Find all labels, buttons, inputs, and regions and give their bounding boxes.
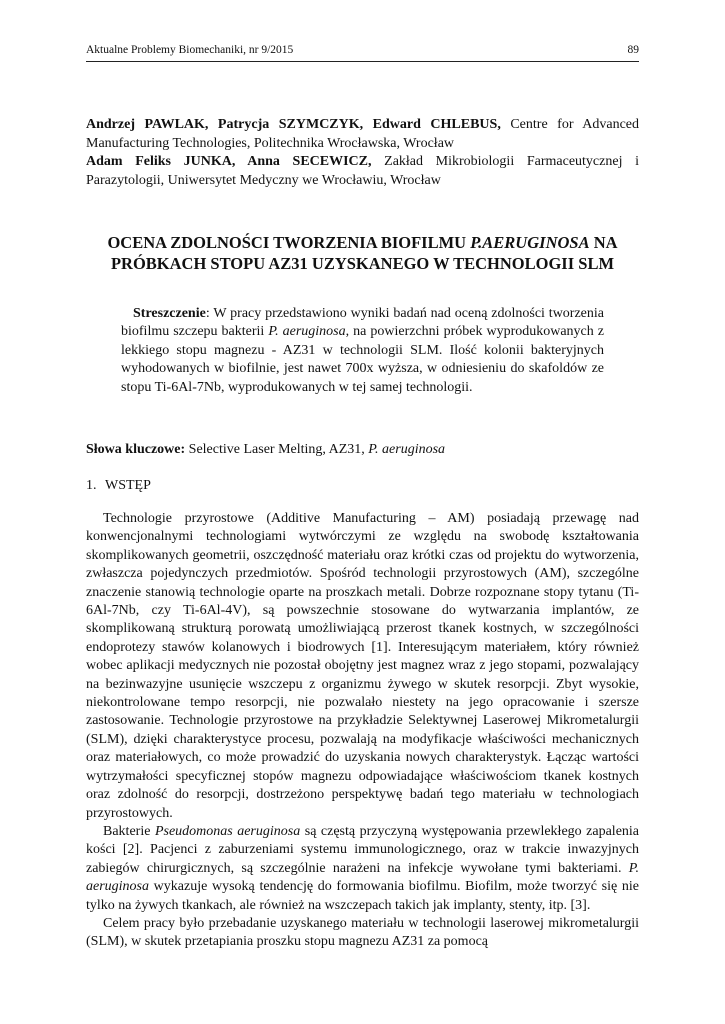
author-names-2: Adam Feliks JUNKA, Anna SECEWICZ, [86, 154, 372, 169]
paragraph-1: Technologie przyrostowe (Additive Manufacturing – AM) posiadają przewagę nad konwencjonalnymi technologiami wytwórczymi ze względu na swobodę kształtowania skomplikowanych geometrii, oszczędność materiału oraz krótki czas od projektu do wytworzenia, zwłaszcza pojedynczych przedmiotów. Spośród technologii przyrostowych (AM), szczególne znaczenie stanowią technologie oparte na proszkach metali. Dobrze rozpoznane stopy tytanu (Ti-6Al-7Nb, czy Ti-6Al-4V), są powszechnie stosowane do wytwarzania implantów, ze skomplikowaną strukturą porowatą umożliwiającą przerost tkanek kostnych, w szczególności endoprotezy stawów kolanowych i biodrowych [1]. Interesującym materiałem, który również wobec aplikacji medycznych nie pozostał obojętny jest magnez wraz z jego stopami, pozwalający na bezinwazyjne usunięcie wszczepu z organizmu żywego w skutek resorpcji. Zbyt wysokie, niekontrolowane tempo resorpcji, nie pozwalało niestety na jego opracowanie i szersze zastosowanie. Technologie przyrostowe na przykładzie Selektywnej Laserowej Mikrometalurgii (SLM), dzięki charakterystyce procesu, pozwalają na modyfikacje właściwości mechanicznych oraz materiałowych, co może prowadzić do uzyskania nowych charakterystyk. Łącząc wartości wytrzymałości specyficznej stopów magnezu odpowiadające właściwościom tkanek kostnych oraz zdolność do resorpcji, dostrzeżono perspektywę badań tego materiału w technologiach przyrostowych. [86, 511, 639, 821]
authors-block [86, 116, 639, 190]
paragraph-2 [86, 823, 639, 915]
affiliation-1: Centre for Advanced Manufacturing Technologies, Politechnika Wrocławska, Wrocław [86, 117, 639, 151]
paragraph-2-b: są częstą przyczyną występowania przewlekłego zapalenia kości [2]. Pacjenci z zaburzeniami systemu immunologicznego, oraz w trakcie inwazyjnych zabiegów chirurgicznych, są szczególnie narażeni na infekcje wywołane tymi bakteriami. [86, 823, 640, 876]
author-names-1: Andrzej PAWLAK, Patrycja SZYMCZYK, Edward CHLEBUS, [86, 117, 501, 132]
paragraph-2-a: Bakterie [103, 823, 155, 839]
keywords-species: P. aeruginosa [368, 442, 446, 457]
abstract [121, 305, 604, 397]
paragraph-2-species: Pseudomonas aeruginosa [154, 823, 301, 839]
title-part-2: NA PRÓBKACH STOPU AZ31 UZYSKANEGO W TECHNOLOGII SLM [110, 233, 618, 273]
paragraph-3: Celem pracy było przebadanie uzyskanego materiału w technologii laserowej mikrometalurgii (SLM), w skutek przetapiania proszku stopu magnezu AZ31 za pomocą [86, 915, 639, 950]
journal-name: Aktualne Problemy Biomechaniki, nr 9/2015 [86, 44, 294, 56]
keywords [86, 441, 639, 459]
header-divider [86, 61, 639, 62]
paragraph-2-c: wykazuje wysoką tendencję do formowania biofilmu. Biofilm, może tworzyć się nie tylko na żywych tkankach, ale również na wszczepach takich jak implanty, stenty, itp. [3]. [86, 879, 639, 913]
author-group-1 [86, 116, 639, 153]
keywords-label: Słowa kluczowe: [86, 442, 186, 457]
body-text [86, 510, 639, 952]
running-header [86, 44, 639, 56]
title-part-1: OCENA ZDOLNOŚCI TWORZENIA BIOFILMU [107, 233, 471, 252]
page-number: 89 [627, 44, 639, 56]
section-number: 1. [86, 478, 97, 493]
author-group-2 [86, 153, 639, 190]
abstract-label: Streszczenie [133, 306, 206, 321]
abstract-species: P. aeruginosa [268, 324, 346, 340]
section-heading [86, 477, 151, 495]
abstract-text-1: : W pracy przedstawiono wyniki badań nad oceną zdolności tworzenia biofilmu szczepu bakterii [121, 306, 604, 340]
paragraph-2-species-2: P. aeruginosa [86, 860, 639, 895]
paper-title [86, 232, 639, 274]
abstract-text-2: , na powierzchni próbek wyprodukowanych z lekkiego stopu magnezu - AZ31 w technologii SLM. Ilość kolonii bakteryjnych wyhodowanych w biofilnie, jest nawet 700x wyższa, w odniesieniu do skafoldów ze stopu Ti-6Al-7Nb, wyprodukowanych w tej samej technologii. [121, 324, 604, 395]
keywords-text: Selective Laser Melting, AZ31, [185, 442, 369, 457]
section-title: WSTĘP [105, 478, 151, 493]
affiliation-2: Zakład Mikrobiologii Farmaceutycznej i Parazytologii, Uniwersytet Medyczny we Wrocławiu, Wrocław [86, 154, 639, 188]
title-species: P.AERUGINOSA [470, 233, 590, 252]
